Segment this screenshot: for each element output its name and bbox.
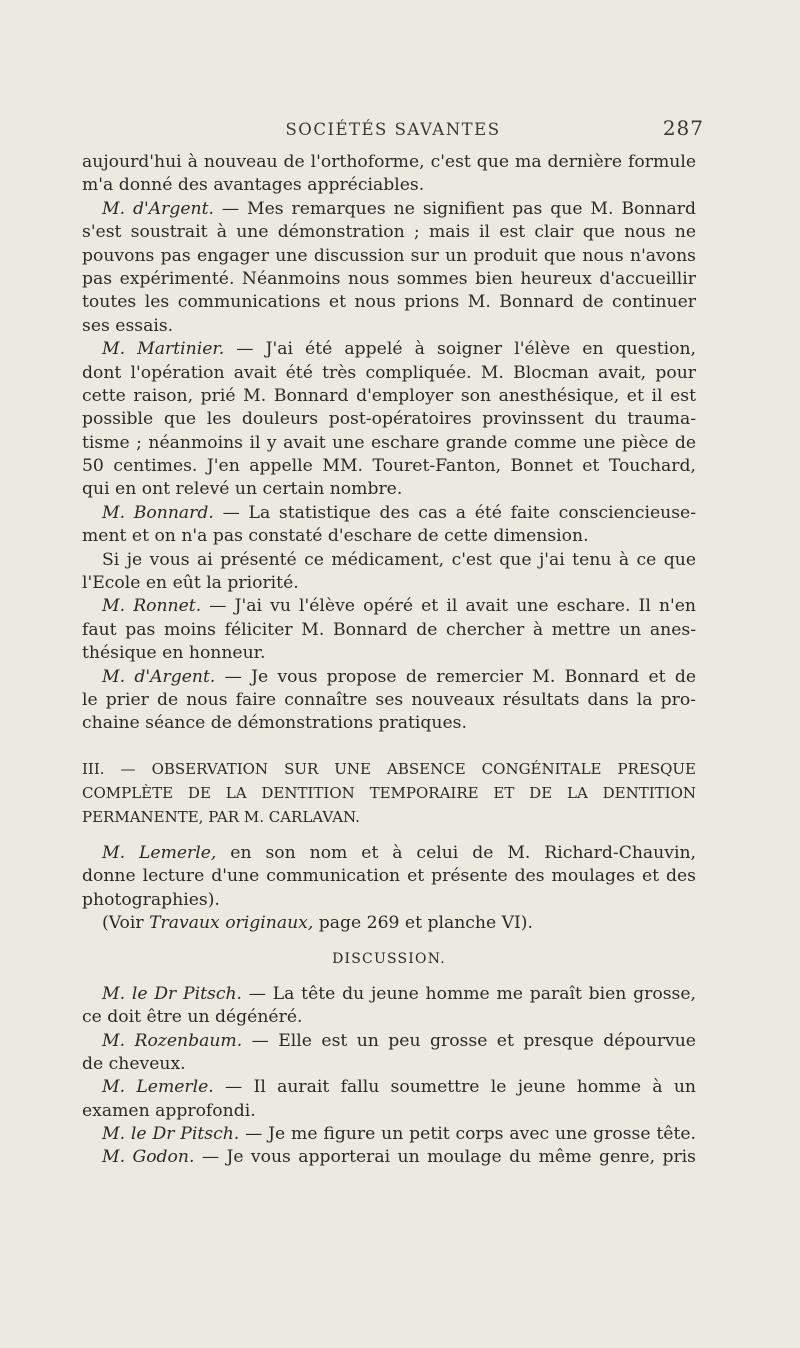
section-heading — [82, 758, 696, 830]
text-line — [82, 782, 696, 806]
text-line — [82, 1123, 696, 1146]
line-text: 50 centimes. J'en appelle MM. Touret-Fanton, Bonnet et Touchard, — [82, 456, 696, 477]
text-line — [82, 245, 696, 268]
text-line — [82, 595, 696, 618]
speaker-name: M. Lemerle, — [102, 842, 217, 863]
line-text: photographies). — [82, 889, 220, 910]
speaker-name: M. Lemerle. — [102, 1077, 214, 1098]
line-text: s'est soustrait à une démonstration ; mais il est clair que nous ne — [82, 222, 696, 243]
page-number: 287 — [662, 116, 704, 140]
line-text: — La tête du jeune homme me paraît bien grosse, — [242, 983, 696, 1004]
text-line — [82, 758, 696, 782]
italic-title: Travaux originaux, — [149, 912, 314, 933]
line-text: examen approfondi. — [82, 1100, 256, 1121]
text-line — [82, 983, 696, 1006]
text-line — [82, 1100, 696, 1123]
line-text: ment et on n'a pas constaté d'eschare de cette dimension. — [82, 526, 589, 547]
text-line — [82, 525, 696, 548]
text-line — [82, 174, 696, 197]
line-text: — Mes remarques ne signifient pas que M. Bonnard — [213, 198, 697, 219]
line-text: — Je me figure un petit corps avec une grosse tête. — [239, 1124, 696, 1145]
text-line — [82, 842, 696, 865]
speaker-name: M. Martinier. — [102, 339, 225, 360]
line-text: pas expérimenté. Néanmoins nous sommes bien heureux d'accueillir — [82, 268, 696, 289]
line-text: — Il aurait fallu soumettre le jeune homme à un — [213, 1077, 696, 1098]
text-line — [82, 1030, 696, 1053]
line-text: cette raison, prié M. Bonnard d'employer son anesthésique, et il est — [82, 385, 696, 406]
line-text: dont l'opération avait été très compliquée. M. Blocman avait, pour — [82, 362, 696, 383]
line-text: m'a donné des avantages appréciables. — [82, 175, 425, 196]
text-line — [82, 338, 696, 361]
text-line — [82, 806, 696, 830]
line-text: de cheveux. — [82, 1053, 186, 1074]
speaker-name: M. Godon. — [102, 1147, 195, 1168]
discussion-heading: DISCUSSION. — [332, 951, 446, 968]
text-line — [82, 385, 696, 408]
text-line — [82, 619, 696, 642]
line-text: — Je vous apporterai un moulage du même genre, pris — [194, 1147, 696, 1168]
page-header — [82, 116, 704, 146]
speaker-name: M. Ronnet. — [102, 596, 202, 617]
text-line — [82, 315, 696, 338]
text-line — [82, 1006, 696, 1029]
paragraph-block-1 — [82, 151, 696, 736]
paragraph-block-2 — [82, 842, 696, 936]
running-title: SOCIÉTÉS SAVANTES — [285, 120, 501, 139]
line-text: — J'ai vu l'élève opéré et il avait une eschare. Il n'en — [201, 596, 696, 617]
speaker-name: M. d'Argent. — [102, 198, 214, 219]
text-line — [82, 478, 696, 501]
speaker-name: M. Rozenbaum. — [102, 1030, 243, 1051]
speaker-name: M. d'Argent. — [102, 666, 216, 687]
line-text: — J'ai été appelé à soigner l'élève en question, — [224, 339, 696, 360]
text-line — [82, 912, 696, 935]
text-line — [82, 268, 696, 291]
text-line — [82, 549, 696, 572]
paragraph-block-3 — [82, 983, 696, 1170]
text-line — [82, 455, 696, 478]
line-text: tisme ; néanmoins il y avait une eschare grande comme une pièce de — [82, 432, 696, 453]
line-text: possible que les douleurs post-opératoires provinssent du trauma- — [82, 409, 696, 430]
line-text: qui en ont relevé un certain nombre. — [82, 479, 403, 500]
text-line — [82, 362, 696, 385]
line-text: en son nom et à celui de M. Richard-Chauvin, — [216, 842, 696, 863]
line-text: pouvons pas engager une discussion sur un produit que nous n'avons — [82, 245, 696, 266]
line-text: chaine séance de démonstrations pratiques. — [82, 713, 467, 734]
line-text: donne lecture d'une communication et présente des moulages et des — [82, 866, 696, 887]
text-line — [82, 865, 696, 888]
speaker-name: M. le Dr Pitsch. — [102, 983, 242, 1004]
text-line — [82, 291, 696, 314]
line-text: aujourd'hui à nouveau de l'orthoforme, c'est que ma dernière formule — [82, 152, 696, 172]
text-line — [82, 666, 696, 689]
line-text: faut pas moins féliciter M. Bonnard de chercher à mettre un anes- — [82, 619, 696, 640]
text-line — [82, 1053, 696, 1076]
line-text: toutes les communications et nous prions M. Bonnard de continuer — [82, 292, 696, 313]
text-line — [82, 642, 696, 665]
text-line — [82, 432, 696, 455]
text-line — [82, 502, 696, 525]
text-line — [82, 689, 696, 712]
line-text: (Voir — [102, 912, 150, 933]
text-line — [82, 572, 696, 595]
line-text: — La statistique des cas a été faite consciencieuse- — [213, 502, 697, 523]
line-text: — Elle est un peu grosse et presque dépourvue — [242, 1030, 696, 1051]
line-text-after: page 269 et planche VI). — [313, 912, 533, 933]
line-text: thésique en honneur. — [82, 643, 266, 664]
text-line — [82, 712, 696, 735]
text-line — [82, 1146, 696, 1169]
line-text: Si je vous ai présenté ce médicament, c'est que j'ai tenu à ce que — [102, 549, 696, 570]
text-line — [82, 889, 696, 912]
line-text: PERMANENTE, PAR M. CARLAVAN. — [82, 807, 360, 826]
line-text: le prier de nous faire connaître ses nouveaux résultats dans la pro- — [82, 689, 696, 710]
line-text: III. — OBSERVATION SUR UNE ABSENCE CONGÉNITALE PRESQUE — [82, 759, 696, 778]
text-line — [82, 408, 696, 431]
speaker-name: M. le Dr Pitsch. — [102, 1124, 240, 1145]
text-line — [82, 1076, 696, 1099]
line-text: — Je vous propose de remercier M. Bonnard et de — [215, 666, 696, 687]
line-text: l'Ecole en eût la priorité. — [82, 573, 299, 594]
text-line — [82, 151, 696, 174]
line-text: ses essais. — [82, 315, 174, 336]
line-text: ce doit être un dégénéré. — [82, 1007, 303, 1028]
speaker-name: M. Bonnard. — [102, 502, 214, 523]
line-text: COMPLÈTE DE LA DENTITION TEMPORAIRE ET DE LA DENTITION — [82, 783, 696, 802]
text-line — [82, 198, 696, 221]
body-text — [82, 151, 696, 1170]
text-line — [82, 221, 696, 244]
